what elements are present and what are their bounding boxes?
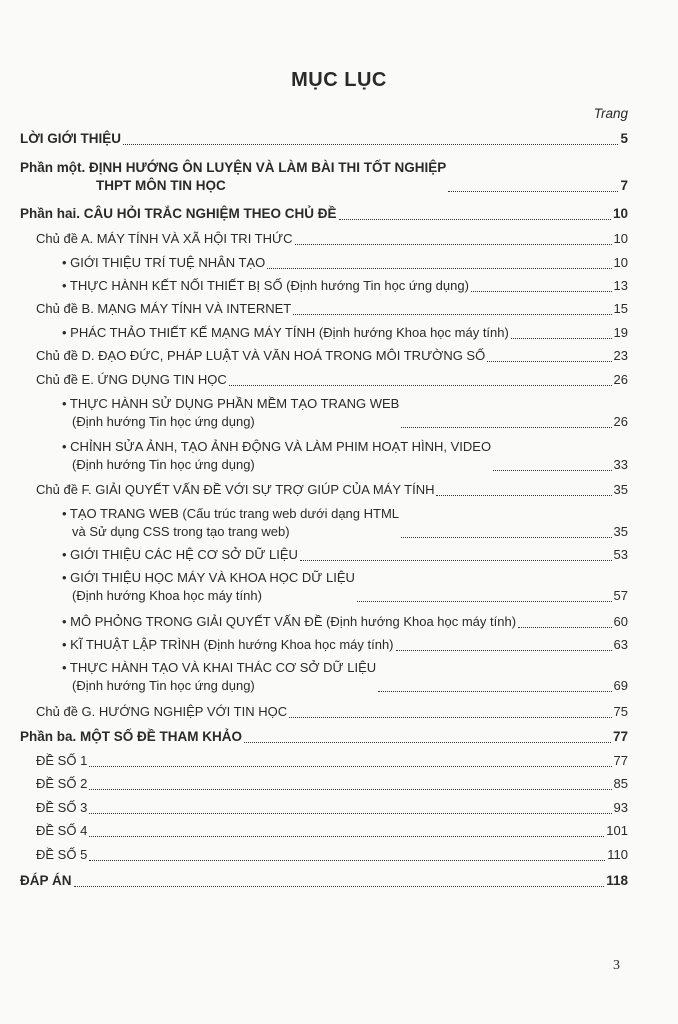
toc-entry-label: LỜI GIỚI THIỆU (20, 131, 122, 146)
leader-dots (339, 218, 611, 220)
leader-dots (123, 143, 618, 145)
trang-label: Trang (593, 106, 628, 121)
toc-entry-label-line2: THPT MÔN TIN HỌC (96, 178, 226, 193)
leader-dots (511, 337, 612, 339)
toc-entry-label: • KĨ THUẬT LẬP TRÌNH (Định hướng Khoa học máy tính) (62, 637, 394, 652)
toc-entry-de-so-4[interactable] (36, 822, 628, 840)
toc-entry-page: 10 (613, 231, 628, 246)
leader-dots (229, 384, 612, 386)
toc-entry-label: Chủ đề B. MẠNG MÁY TÍNH VÀ INTERNET (36, 301, 292, 316)
toc-entry-label: ĐÁP ÁN (20, 873, 72, 888)
toc-entry-chu-de-e[interactable] (36, 371, 628, 389)
toc-entry-label: Chủ đề A. MÁY TÍNH VÀ XÃ HỘI TRI THỨC (36, 231, 293, 246)
toc-entry-label: • GIỚI THIỆU HỌC MÁY VÀ KHOA HỌC DỮ LIỆU (62, 570, 355, 585)
toc-entry-label: Chủ đề D. ĐẠO ĐỨC, PHÁP LUẬT VÀ VĂN HOÁ TRONG MÔI TRƯỜNG SỐ (36, 348, 486, 363)
toc-entry-chu-de-f[interactable] (36, 481, 628, 499)
toc-entry-page: 5 (620, 131, 628, 146)
toc-entry-chu-de-g[interactable] (36, 703, 628, 721)
toc-entry-label: ĐỀ SỐ 4 (36, 823, 88, 838)
leader-dots (74, 885, 605, 887)
toc-entry-label: Phần một. ĐỊNH HƯỚNG ÔN LUYỆN VÀ LÀM BÀI THI TỐT NGHIỆP (20, 160, 447, 175)
leader-dots (89, 812, 611, 814)
leader-dots (89, 835, 604, 837)
leader-dots (244, 741, 611, 743)
toc-entry-phan-ba[interactable] (20, 728, 628, 746)
toc-entry-khai-thac-csdl[interactable] (62, 659, 628, 695)
toc-entry-label: • GIỚI THIỆU TRÍ TUỆ NHÂN TẠO (62, 255, 266, 270)
toc-entry-label: • TẠO TRANG WEB (Cấu trúc trang web dưới dạng HTML (62, 506, 400, 521)
toc-entry-page: 110 (607, 847, 628, 862)
toc-entry-label: ĐỀ SỐ 2 (36, 776, 88, 791)
toc-entry-phan-mot[interactable] (20, 159, 628, 195)
toc-entry-hoc-may[interactable] (62, 569, 628, 605)
toc-entry-ket-noi-thiet-bi[interactable] (62, 277, 628, 295)
toc-entry-page: 35 (613, 524, 628, 539)
toc-entry-ki-thuat-lap-trinh[interactable] (62, 636, 628, 654)
toc-entry-page: 10 (612, 206, 628, 221)
toc-entry-page: 118 (606, 873, 628, 888)
toc-entry-de-so-5[interactable] (36, 846, 628, 864)
toc-entry-label: • GIỚI THIỆU CÁC HỆ CƠ SỞ DỮ LIỆU (62, 547, 298, 562)
toc-entry-label: Phần hai. CÂU HỎI TRẮC NGHIỆM THEO CHỦ ĐỀ (20, 206, 337, 221)
leader-dots (289, 716, 611, 718)
leader-dots (448, 190, 618, 192)
toc-entry-label: Chủ đề E. ỨNG DỤNG TIN HỌC (36, 372, 227, 387)
toc-entry-page: 75 (613, 704, 628, 719)
toc-entry-dap-an[interactable] (20, 872, 628, 890)
toc-entry-page: 57 (613, 588, 628, 603)
toc-entry-chu-de-b[interactable] (36, 300, 628, 318)
toc-entry-page: 60 (613, 614, 628, 629)
toc-entry-chu-de-d[interactable] (36, 347, 628, 365)
toc-entry-page: 93 (613, 800, 628, 815)
toc-entry-thiet-ke-mang[interactable] (62, 324, 628, 342)
toc-entry-tri-tue-nhan-tao[interactable] (62, 254, 628, 272)
leader-dots (293, 313, 611, 315)
leader-dots (267, 267, 611, 269)
leader-dots (401, 426, 611, 428)
toc-entry-page: 69 (613, 678, 628, 693)
leader-dots (357, 600, 612, 602)
toc-entry-page: 13 (613, 278, 628, 293)
toc-entry-loi-gioi-thieu[interactable] (20, 130, 628, 148)
toc-entry-de-so-3[interactable] (36, 799, 628, 817)
leader-dots (471, 290, 612, 292)
toc-entry-page: 35 (613, 482, 628, 497)
leader-dots (396, 649, 612, 651)
toc-entry-page: 26 (613, 414, 628, 429)
toc-entry-mo-phong[interactable] (62, 613, 628, 631)
toc-entry-page: 33 (613, 457, 628, 472)
toc-entry-chinh-sua-anh[interactable] (62, 438, 628, 474)
toc-entry-page: 101 (606, 823, 628, 838)
toc-entry-page: 26 (613, 372, 628, 387)
leader-dots (300, 559, 612, 561)
toc-entry-label: Chủ đề G. HƯỚNG NGHIỆP VỚI TIN HỌC (36, 704, 288, 719)
toc-entry-page: 63 (613, 637, 628, 652)
toc-entry-phan-hai[interactable] (20, 205, 628, 223)
toc-entry-label: ĐỀ SỐ 3 (36, 800, 88, 815)
page-number: 3 (613, 958, 620, 973)
toc-entry-label-line2: (Định hướng Tin học ứng dụng) (72, 414, 255, 429)
toc-entry-label: • THỰC HÀNH SỬ DỤNG PHẦN MỀM TẠO TRANG WEB (62, 396, 400, 411)
toc-entry-de-so-1[interactable] (36, 752, 628, 770)
toc-entry-page: 7 (620, 178, 628, 193)
toc-entry-de-so-2[interactable] (36, 775, 628, 793)
leader-dots (401, 536, 612, 538)
toc-entry-label: • THỰC HÀNH KẾT NỐI THIẾT BỊ SỐ (Định hướng Tin học ứng dụng) (62, 278, 469, 293)
toc-entry-label-line2: (Định hướng Khoa học máy tính) (72, 588, 262, 603)
toc-entry-page: 77 (613, 753, 628, 768)
toc-entry-label: ĐỀ SỐ 5 (36, 847, 88, 862)
toc-entry-label-line2: (Định hướng Tin học ứng dụng) (72, 457, 255, 472)
leader-dots (518, 626, 611, 628)
toc-entry-page: 15 (613, 301, 628, 316)
leader-dots (295, 243, 612, 245)
toc-entry-page: 85 (613, 776, 628, 791)
leader-dots (89, 859, 605, 861)
toc-entry-phan-mem-tao-web[interactable] (62, 395, 628, 431)
toc-entry-page: 10 (613, 255, 628, 270)
toc-entry-label: Phần ba. MỘT SỐ ĐỀ THAM KHẢO (20, 729, 243, 744)
leader-dots (487, 360, 611, 362)
toc-entry-tao-trang-web[interactable] (62, 505, 628, 541)
toc-entry-label-line2: (Định hướng Tin học ứng dụng) (72, 678, 255, 693)
toc-entry-chu-de-a[interactable] (36, 230, 628, 248)
leader-dots (89, 788, 611, 790)
toc-entry-label-line2: và Sử dụng CSS trong tạo trang web) (72, 524, 290, 539)
page-title: MỤC LỤC (291, 69, 387, 91)
toc-entry-label: Chủ đề F. GIẢI QUYẾT VẤN ĐỀ VỚI SỰ TRỢ GIÚP CỦA MÁY TÍNH (36, 482, 435, 497)
leader-dots (89, 765, 611, 767)
toc-entry-label: • PHÁC THẢO THIẾT KẾ MẠNG MÁY TÍNH (Định hướng Khoa học máy tính) (62, 325, 509, 340)
toc-entry-page: 23 (613, 348, 628, 363)
toc-entry-page: 53 (613, 547, 628, 562)
toc-entry-page: 77 (612, 729, 628, 744)
toc-entry-page: 19 (613, 325, 628, 340)
toc-entry-he-co-so-du-lieu[interactable] (62, 546, 628, 564)
toc-entry-label: • THỰC HÀNH TẠO VÀ KHAI THÁC CƠ SỞ DỮ LIỆU (62, 660, 377, 675)
leader-dots (378, 690, 611, 692)
leader-dots (436, 494, 611, 496)
toc-entry-label: ĐỀ SỐ 1 (36, 753, 88, 768)
toc-entry-label: • MÔ PHỎNG TRONG GIẢI QUYẾT VẤN ĐỀ (Định hướng Khoa học máy tính) (62, 614, 517, 629)
leader-dots (493, 469, 611, 471)
toc-entry-label: • CHỈNH SỬA ẢNH, TẠO ẢNH ĐỘNG VÀ LÀM PHIM HOẠT HÌNH, VIDEO (62, 439, 492, 454)
